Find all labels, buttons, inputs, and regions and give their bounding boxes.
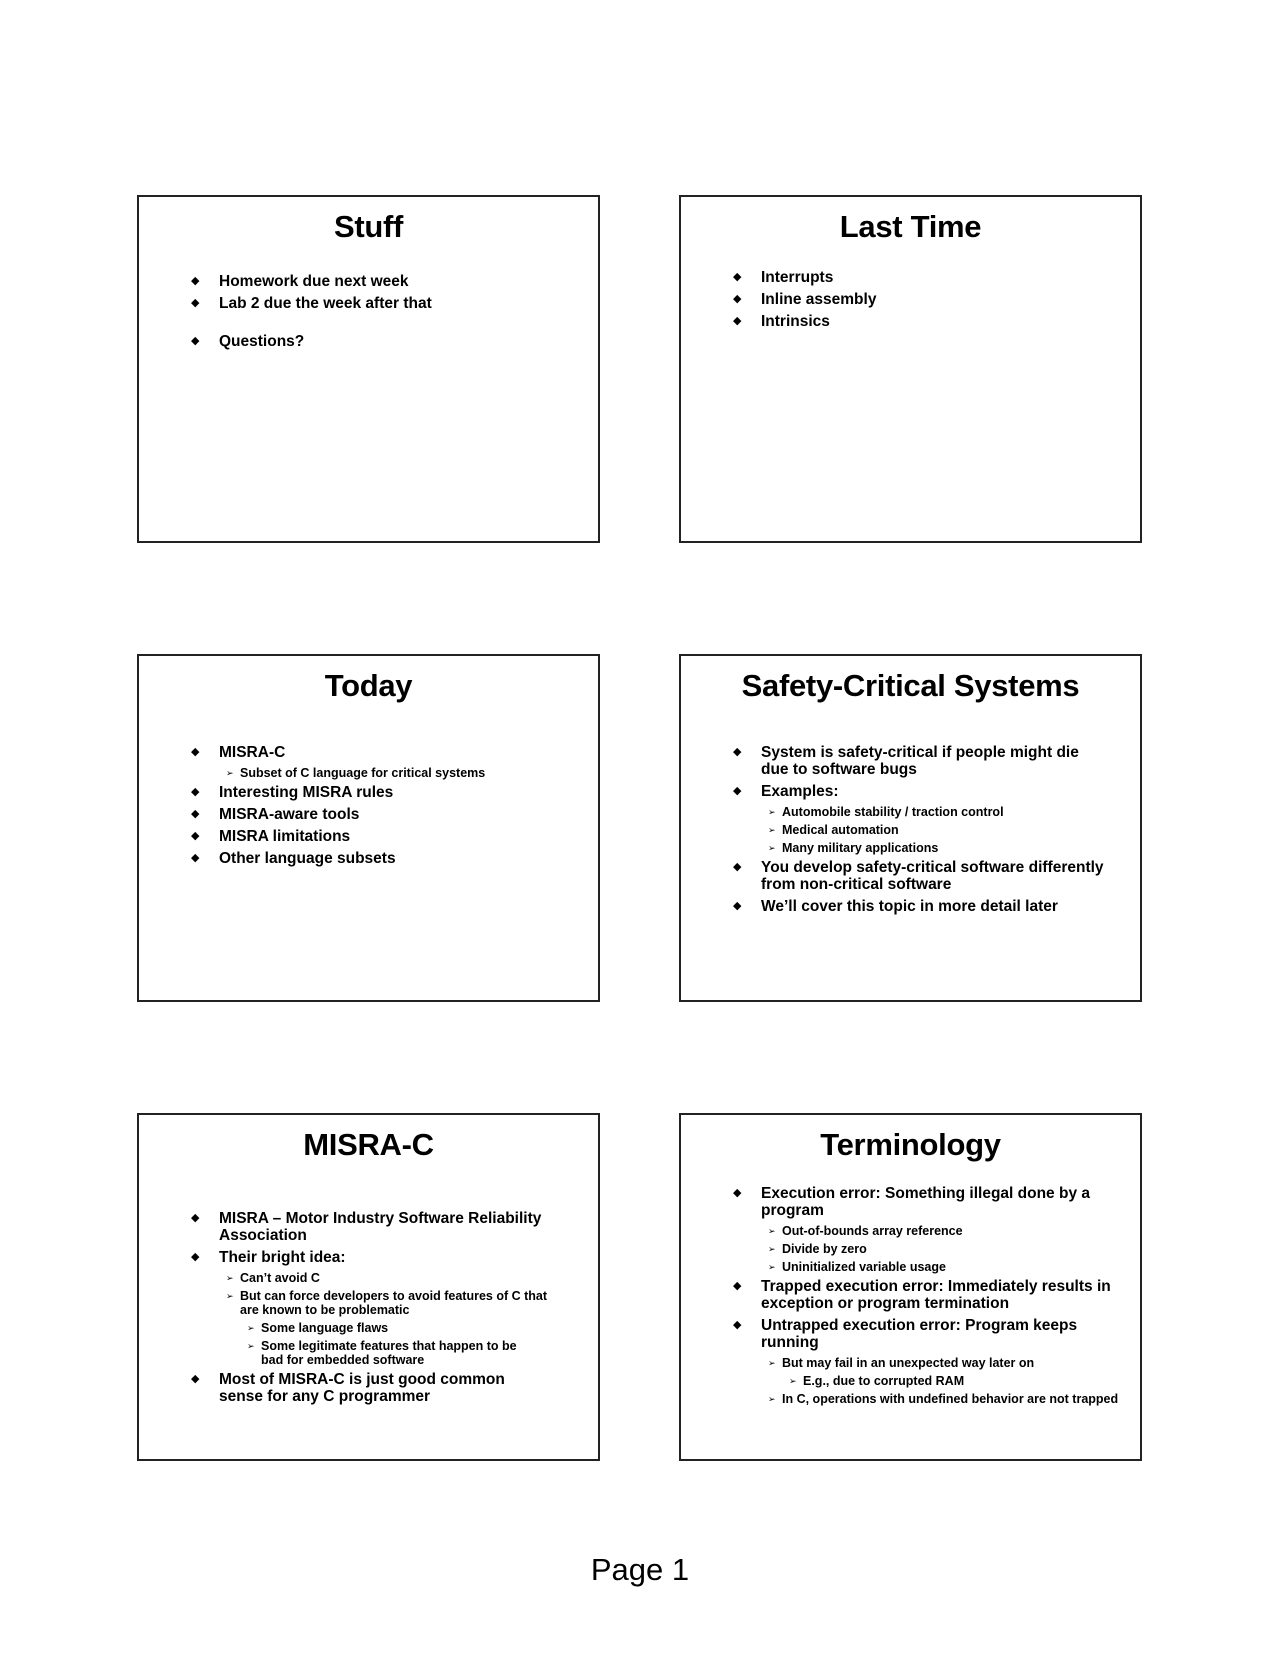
slide-title: Stuff [333, 209, 404, 244]
diamond-bullet-icon: ◆ [733, 1319, 742, 1331]
diamond-bullet-icon: ◆ [733, 746, 742, 758]
diamond-bullet-icon: ◆ [733, 900, 742, 912]
list-item: ◆ MISRA – Motor Industry Software Reliability Association [191, 1210, 542, 1244]
sub-list-item: ➢ But may fail in an unexpected way later on [768, 1356, 1035, 1370]
slide-today [137, 654, 600, 1002]
diamond-bullet-icon: ◆ [191, 808, 200, 820]
slide-safety-critical-systems [679, 654, 1142, 1002]
arrowhead-bullet-icon: ➢ [768, 1262, 776, 1272]
sub-list-item: ➢ In C, operations with undefined behavior are not trapped [768, 1392, 1119, 1406]
list-item: ◆ MISRA-C [191, 744, 286, 761]
bullet-list [191, 744, 568, 872]
list-item: ◆ Examples: [733, 783, 839, 800]
arrowhead-bullet-icon: ➢ [768, 825, 776, 835]
diamond-bullet-icon: ◆ [191, 1373, 200, 1385]
list-item: ◆ You develop safety-critical software differently from non-critical software [733, 859, 1104, 893]
diamond-bullet-icon: ◆ [191, 852, 200, 864]
spacer [191, 317, 568, 333]
sub-list-item: ➢ Automobile stability / traction control [768, 805, 1004, 819]
sub-list-item: ➢ But can force developers to avoid features of C that are known to be problematic [226, 1289, 548, 1317]
list-item: ◆ We’ll cover this topic in more detail later [733, 898, 1058, 915]
sub-sub-list-item: ➢ Some language flaws [247, 1321, 389, 1335]
slide-title: Last Time [839, 209, 982, 244]
sub-sub-list-item: ➢ E.g., due to corrupted RAM [789, 1374, 965, 1388]
slide-title: Today [324, 668, 413, 703]
arrowhead-bullet-icon: ➢ [768, 1358, 776, 1368]
list-item: ◆ MISRA limitations [191, 828, 351, 845]
arrowhead-bullet-icon: ➢ [768, 807, 776, 817]
list-item: ◆ Interrupts [733, 269, 834, 286]
bullet-list [733, 744, 1110, 920]
sub-list-item: ➢ Can’t avoid C [226, 1271, 320, 1285]
list-item: ◆ MISRA-aware tools [191, 806, 360, 823]
list-item: ◆ Questions? [191, 333, 305, 350]
diamond-bullet-icon: ◆ [733, 861, 742, 873]
sub-list-item: ➢ Medical automation [768, 823, 899, 837]
diamond-bullet-icon: ◆ [191, 335, 200, 347]
list-item: ◆ Most of MISRA-C is just good common sense for any C programmer [191, 1371, 505, 1405]
slide-title: MISRA-C [303, 1127, 434, 1162]
diamond-bullet-icon: ◆ [733, 1187, 742, 1199]
sub-list-item: ➢ Out-of-bounds array reference [768, 1224, 963, 1238]
diamond-bullet-icon: ◆ [191, 1212, 200, 1224]
slide-title: Terminology [820, 1127, 1001, 1162]
diamond-bullet-icon: ◆ [733, 1280, 742, 1292]
arrowhead-bullet-icon: ➢ [789, 1376, 797, 1386]
diamond-bullet-icon: ◆ [191, 746, 200, 758]
diamond-bullet-icon: ◆ [733, 271, 742, 283]
arrowhead-bullet-icon: ➢ [768, 1226, 776, 1236]
diamond-bullet-icon: ◆ [733, 315, 742, 327]
arrowhead-bullet-icon: ➢ [768, 1244, 776, 1254]
diamond-bullet-icon: ◆ [191, 297, 200, 309]
page-number: Page 1 [590, 1552, 690, 1587]
sub-sub-list-item: ➢ Some legitimate features that happen to be bad for embedded software [247, 1339, 517, 1367]
bullet-list [733, 1185, 1120, 1410]
sub-list-item: ➢ Divide by zero [768, 1242, 867, 1256]
diamond-bullet-icon: ◆ [733, 785, 742, 797]
list-item: ◆ Execution error: Something illegal done by a program [733, 1185, 1091, 1219]
arrowhead-bullet-icon: ➢ [768, 843, 776, 853]
list-item: ◆ Their bright idea: [191, 1249, 346, 1266]
sub-list-item: ➢ Uninitialized variable usage [768, 1260, 946, 1274]
diamond-bullet-icon: ◆ [191, 1251, 200, 1263]
sub-list-item: ➢ Many military applications [768, 841, 939, 855]
list-item: ◆ Homework due next week [191, 273, 409, 290]
diamond-bullet-icon: ◆ [733, 293, 742, 305]
list-item: ◆ Trapped execution error: Immediately results in exception or program termination [733, 1278, 1111, 1312]
list-item: ◆ Untrapped execution error: Program keeps running [733, 1317, 1078, 1351]
arrowhead-bullet-icon: ➢ [768, 1394, 776, 1404]
arrowhead-bullet-icon: ➢ [247, 1323, 255, 1333]
list-item: ◆ System is safety-critical if people might die due to software bugs [733, 744, 1079, 778]
diamond-bullet-icon: ◆ [191, 786, 200, 798]
diamond-bullet-icon: ◆ [191, 275, 200, 287]
slide-misra-c [137, 1113, 600, 1461]
list-item: ◆ Interesting MISRA rules [191, 784, 394, 801]
list-item: ◆ Inline assembly [733, 291, 877, 308]
sub-list-item: ➢ Subset of C language for critical systems [226, 766, 486, 780]
list-item: ◆ Intrinsics [733, 313, 830, 330]
list-item: ◆ Lab 2 due the week after that [191, 295, 432, 312]
arrowhead-bullet-icon: ➢ [226, 1273, 234, 1283]
slide-terminology [679, 1113, 1142, 1461]
list-item: ◆ Other language subsets [191, 850, 396, 867]
slide-title: Safety-Critical Systems [741, 668, 1080, 703]
diamond-bullet-icon: ◆ [191, 830, 200, 842]
bullet-list [191, 273, 568, 355]
bullet-list [191, 1210, 568, 1410]
arrowhead-bullet-icon: ➢ [247, 1341, 255, 1351]
arrowhead-bullet-icon: ➢ [226, 768, 234, 778]
arrowhead-bullet-icon: ➢ [226, 1291, 234, 1301]
slide-last-time [679, 195, 1142, 543]
bullet-list [733, 269, 1110, 335]
slide-stuff [137, 195, 600, 543]
